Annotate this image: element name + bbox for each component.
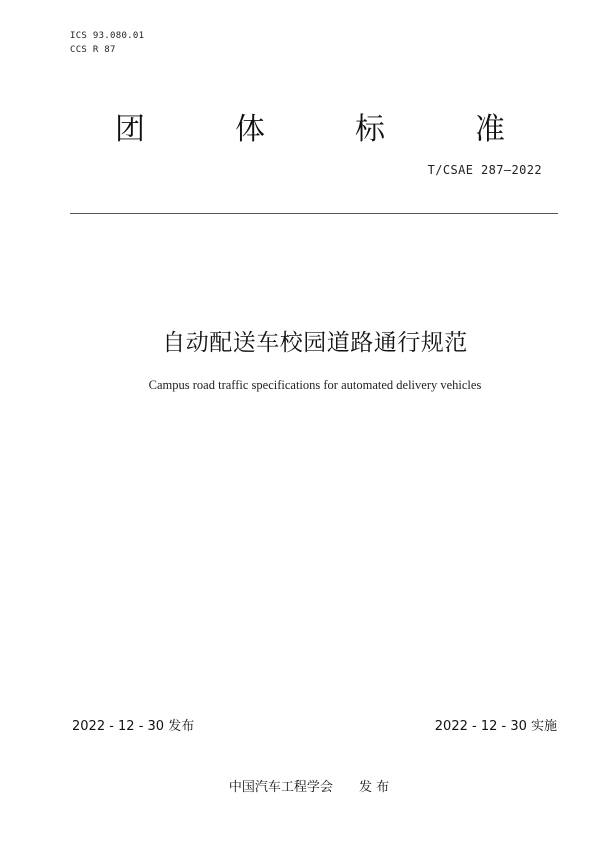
ccs-code: CCS R 87 — [70, 45, 116, 55]
document-title-zh: 自动配送车校园道路通行规范 — [162, 330, 468, 356]
standard-type-heading — [112, 112, 508, 148]
classification-codes — [70, 29, 144, 57]
implement-date: 2022 - 12 - 30 实施 — [434, 719, 557, 734]
standard-type-char: 标 — [355, 112, 385, 147]
document-title-en: Campus road traffic specifications for automated delivery vehicles — [148, 378, 482, 392]
publish-date: 2022 - 12 - 30 发布 — [72, 719, 195, 734]
header-divider — [70, 213, 558, 214]
ics-code: ICS 93.080.01 — [70, 31, 145, 41]
publisher-name: 中国汽车工程学会 — [228, 780, 333, 795]
standard-number: T/CSAE 287—2022 — [427, 163, 542, 177]
standard-type-char: 团 — [115, 112, 145, 147]
standard-type-char: 体 — [235, 112, 265, 147]
publisher-line — [0, 776, 600, 795]
publisher-action: 发 布 — [358, 780, 390, 795]
standard-type-char: 准 — [475, 112, 505, 147]
